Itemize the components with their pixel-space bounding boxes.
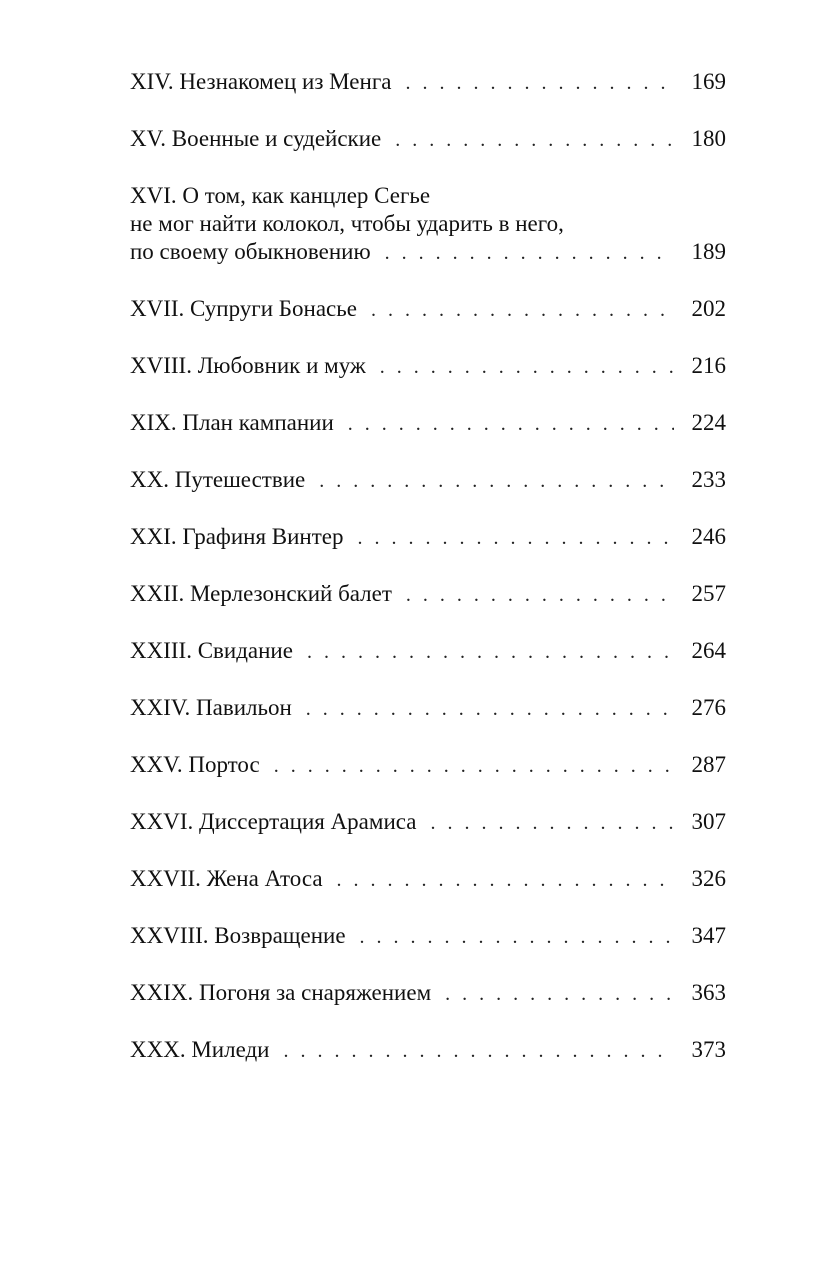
dot-leader [337, 866, 674, 894]
toc-entry[interactable] [130, 580, 726, 609]
toc-entry-title: XIV. Незнакомец из Менга [130, 69, 392, 94]
toc-entry-title-line: не мог найти колокол, чтобы ударить в него, [130, 211, 564, 236]
toc-entry-page: 233 [691, 467, 726, 492]
dot-leader [371, 296, 674, 324]
toc-entry-page: 347 [691, 923, 726, 948]
toc-entry[interactable] [130, 751, 726, 780]
toc-entry-title: XVIII. Любовник и муж [130, 353, 366, 378]
toc-entry[interactable] [130, 125, 726, 154]
dot-leader [405, 69, 674, 97]
toc-entry-title: XXI. Графиня Винтер [130, 524, 344, 549]
toc-entry[interactable] [130, 182, 726, 267]
toc-entry-page: 257 [691, 581, 726, 606]
dot-leader [395, 126, 674, 154]
toc-entry-page: 373 [691, 1037, 726, 1062]
dot-leader [380, 353, 674, 381]
toc-entry-page: 326 [691, 866, 726, 891]
dot-leader [360, 923, 674, 951]
toc-entry-page: 180 [691, 126, 726, 151]
toc-entry-title: XX. Путешествие [130, 467, 306, 492]
toc-entry-title: XXIX. Погоня за снаряжением [130, 980, 432, 1005]
dot-leader [307, 638, 674, 666]
toc-entry[interactable] [130, 523, 726, 552]
toc-entry-page: 189 [691, 239, 726, 264]
toc-entry-page: 169 [691, 69, 726, 94]
toc-entry-page: 202 [691, 296, 726, 321]
toc-entry-page: 307 [691, 809, 726, 834]
toc-entry[interactable] [130, 1036, 726, 1065]
toc-entry-title: XXVIII. Возвращение [130, 923, 346, 948]
table-of-contents [130, 68, 726, 1093]
toc-entry-title: XXVI. Диссертация Арамиса [130, 809, 417, 834]
toc-entry-page: 224 [691, 410, 726, 435]
toc-entry-page: 246 [691, 524, 726, 549]
toc-entry-page: 216 [691, 353, 726, 378]
dot-leader [385, 239, 674, 267]
toc-entry-title: XXX. Миледи [130, 1037, 270, 1062]
toc-entry-title: XXII. Мерлезонский балет [130, 581, 392, 606]
dot-leader [274, 752, 674, 780]
dot-leader [445, 980, 674, 1008]
toc-entry-page: 287 [691, 752, 726, 777]
dot-leader [283, 1037, 674, 1065]
dot-leader [348, 410, 674, 438]
toc-entry[interactable] [130, 808, 726, 837]
toc-entry-title: XXIV. Павильон [130, 695, 292, 720]
toc-entry-title: XVII. Супруги Бонасье [130, 296, 357, 321]
dot-leader [306, 695, 674, 723]
dot-leader [319, 467, 674, 495]
toc-entry-title: XXVII. Жена Атоса [130, 866, 323, 891]
dot-leader [358, 524, 674, 552]
dot-leader [406, 581, 674, 609]
toc-entry[interactable] [130, 637, 726, 666]
toc-entry[interactable] [130, 466, 726, 495]
toc-entry-title-line: XVI. О том, как канцлер Сегье [130, 183, 431, 208]
toc-entry-title: XXV. Портос [130, 752, 260, 777]
toc-entry-page: 264 [691, 638, 726, 663]
toc-entry[interactable] [130, 694, 726, 723]
toc-entry-title: XXIII. Свидание [130, 638, 293, 663]
toc-entry[interactable] [130, 295, 726, 324]
toc-entry[interactable] [130, 865, 726, 894]
toc-entry-title: XIX. План кампании [130, 410, 334, 435]
toc-entry-title-line: по своему обыкновению [130, 239, 371, 264]
toc-entry-page: 363 [691, 980, 726, 1005]
toc-entry-page: 276 [691, 695, 726, 720]
dot-leader [430, 809, 674, 837]
toc-entry[interactable] [130, 922, 726, 951]
toc-entry[interactable] [130, 352, 726, 381]
toc-entry[interactable] [130, 979, 726, 1008]
toc-entry[interactable] [130, 68, 726, 97]
toc-entry-title: XV. Военные и судейские [130, 126, 382, 151]
toc-entry[interactable] [130, 409, 726, 438]
